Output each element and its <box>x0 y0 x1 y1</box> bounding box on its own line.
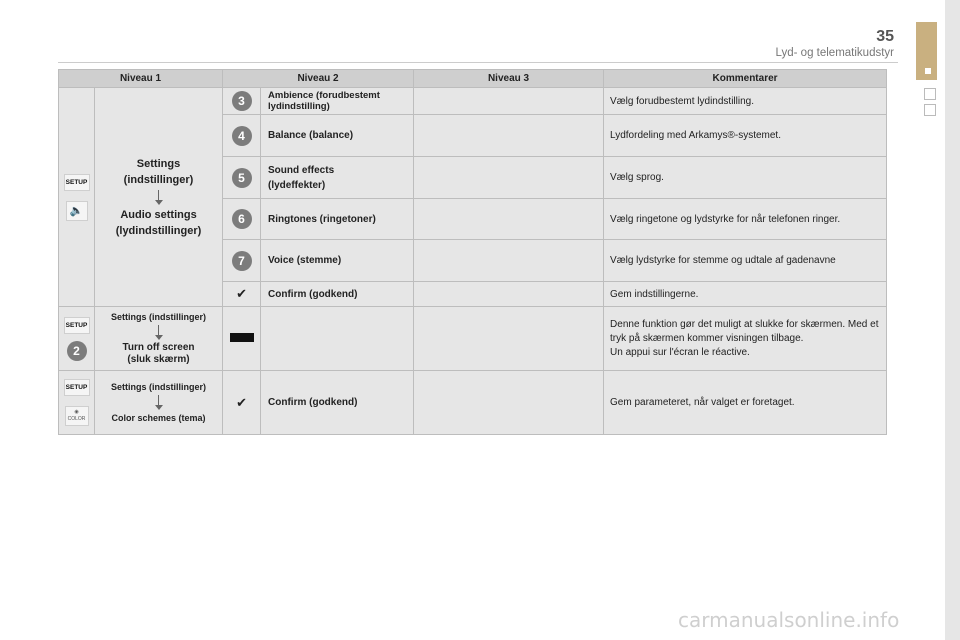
color-icon-label: COLOR <box>67 416 86 422</box>
page-number: 35 <box>876 28 894 45</box>
down-arrow-icon <box>155 405 163 410</box>
step-badge: 3 <box>232 91 252 111</box>
group1-level1 <box>95 88 223 307</box>
chapter-tab[interactable] <box>916 22 937 80</box>
color-icon: ◉ COLOR <box>65 406 89 426</box>
setup-icon: SETUP <box>64 379 90 396</box>
group2-level1 <box>95 307 223 371</box>
level3-cell <box>414 115 604 157</box>
level3-cell <box>414 282 604 307</box>
step-badge: 6 <box>232 209 252 229</box>
color-schemes-label: Color schemes (tema) <box>111 413 206 423</box>
black-screen-icon <box>230 333 254 342</box>
nav-box-1[interactable] <box>924 88 936 100</box>
header-rule <box>58 62 898 63</box>
header-niveau-2: Niveau 2 <box>223 70 414 88</box>
table-row <box>59 88 887 115</box>
right-sidebar <box>945 0 960 640</box>
down-arrow-line <box>158 395 159 405</box>
speaker-icon: 🔈 <box>66 201 88 221</box>
table-header-row <box>59 70 887 88</box>
checkmark-icon: ✔ <box>236 394 247 410</box>
nav-box-2[interactable] <box>924 104 936 116</box>
step-badge: 5 <box>232 168 252 188</box>
chapter-title: Lyd- og telematikudstyr <box>775 47 894 59</box>
down-arrow-line <box>158 190 159 200</box>
settings-table <box>58 69 887 435</box>
badge-cell <box>223 307 261 371</box>
group3-icons <box>59 371 95 435</box>
comment-cell: Vælg sprog. <box>604 157 887 199</box>
table-row <box>59 307 887 371</box>
step-badge: 2 <box>67 341 87 361</box>
level3-cell <box>414 88 604 115</box>
down-arrow-icon <box>155 200 163 205</box>
level3-cell <box>414 199 604 240</box>
comment-cell: Gem parameteret, når valget er foretaget. <box>604 371 887 435</box>
setup-icon: SETUP <box>64 317 90 334</box>
badge-cell <box>223 282 261 307</box>
setup-icon: SETUP <box>64 174 90 191</box>
badge-cell <box>223 240 261 282</box>
comment-cell: Gem indstillingerne. <box>604 282 887 307</box>
badge-cell <box>223 157 261 199</box>
watermark: carmanualsonline.info <box>678 608 900 632</box>
step-badge: 4 <box>232 126 252 146</box>
header-niveau-1: Niveau 1 <box>59 70 223 88</box>
header-niveau-3: Niveau 3 <box>414 70 604 88</box>
level2-cell: Ringtones (ringetoner) <box>261 199 414 240</box>
down-arrow-icon <box>155 335 163 340</box>
audio-settings-label: Audio settings (lydindstillinger) <box>115 208 202 237</box>
comment-cell: Lydfordeling med Arkamys®-systemet. <box>604 115 887 157</box>
checkmark-icon: ✔ <box>236 286 247 301</box>
badge-cell <box>223 88 261 115</box>
group2-icons <box>59 307 95 371</box>
badge-cell <box>223 371 261 435</box>
level3-cell <box>414 240 604 282</box>
comment-cell: Vælg forudbestemt lydindstilling. <box>604 88 887 115</box>
down-arrow-line <box>158 325 159 335</box>
settings-label: Settings (indstillinger) <box>111 312 207 322</box>
turn-off-screen-label: Turn off screen (sluk skærm) <box>122 342 195 365</box>
header-kommentarer: Kommentarer <box>604 70 887 88</box>
level3-cell <box>414 157 604 199</box>
level2-cell: Confirm (godkend) <box>261 282 414 307</box>
comment-cell: Vælg lydstyrke for stemme og udtale af gadenavne <box>604 240 887 282</box>
level2-cell: Ambience (forudbestemt lydindstilling) <box>261 88 414 115</box>
table-row <box>59 371 887 435</box>
group1-icons <box>59 88 95 307</box>
level2-cell: Balance (balance) <box>261 115 414 157</box>
comment-cell: Denne funktion gør det muligt at slukke for skærmen. Med et tryk på skærmen kommer visningen tilbage. Un appui sur l'écran le réactive. <box>604 307 887 371</box>
level3-cell <box>414 371 604 435</box>
level2-cell <box>261 307 414 371</box>
comment-cell: Vælg ringetone og lydstyrke for når telefonen ringer. <box>604 199 887 240</box>
badge-cell <box>223 199 261 240</box>
level2-cell: Voice (stemme) <box>261 240 414 282</box>
level2-cell: Confirm (godkend) <box>261 371 414 435</box>
group3-level1 <box>95 371 223 435</box>
level2-cell: Sound effects (lydeffekter) <box>261 157 414 199</box>
step-badge: 7 <box>232 251 252 271</box>
level3-cell <box>414 307 604 371</box>
settings-label: Settings (indstillinger) <box>123 157 194 186</box>
settings-label: Settings (indstillinger) <box>111 382 207 392</box>
badge-cell <box>223 115 261 157</box>
